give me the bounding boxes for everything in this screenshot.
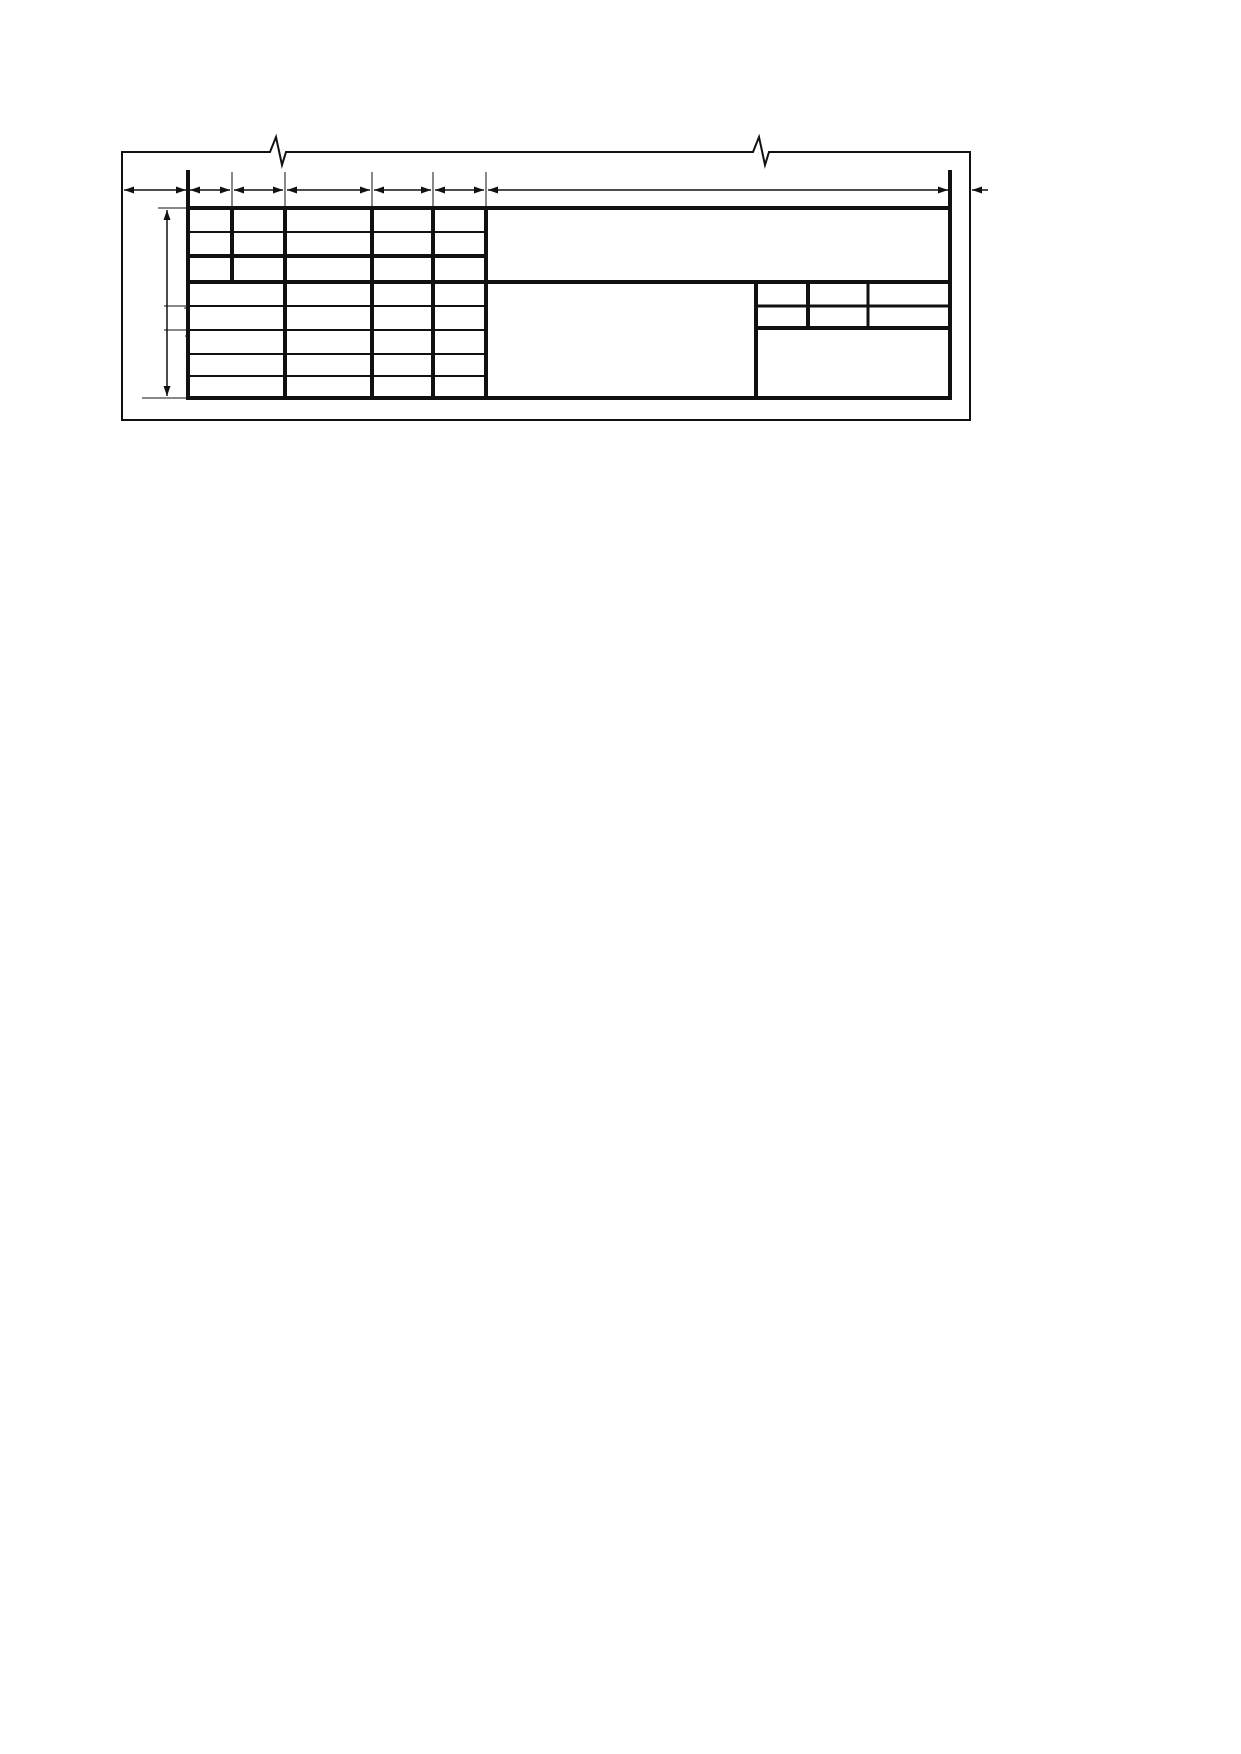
figure-1-title-block-diagram (0, 0, 1241, 430)
sheet-frame (122, 137, 970, 420)
